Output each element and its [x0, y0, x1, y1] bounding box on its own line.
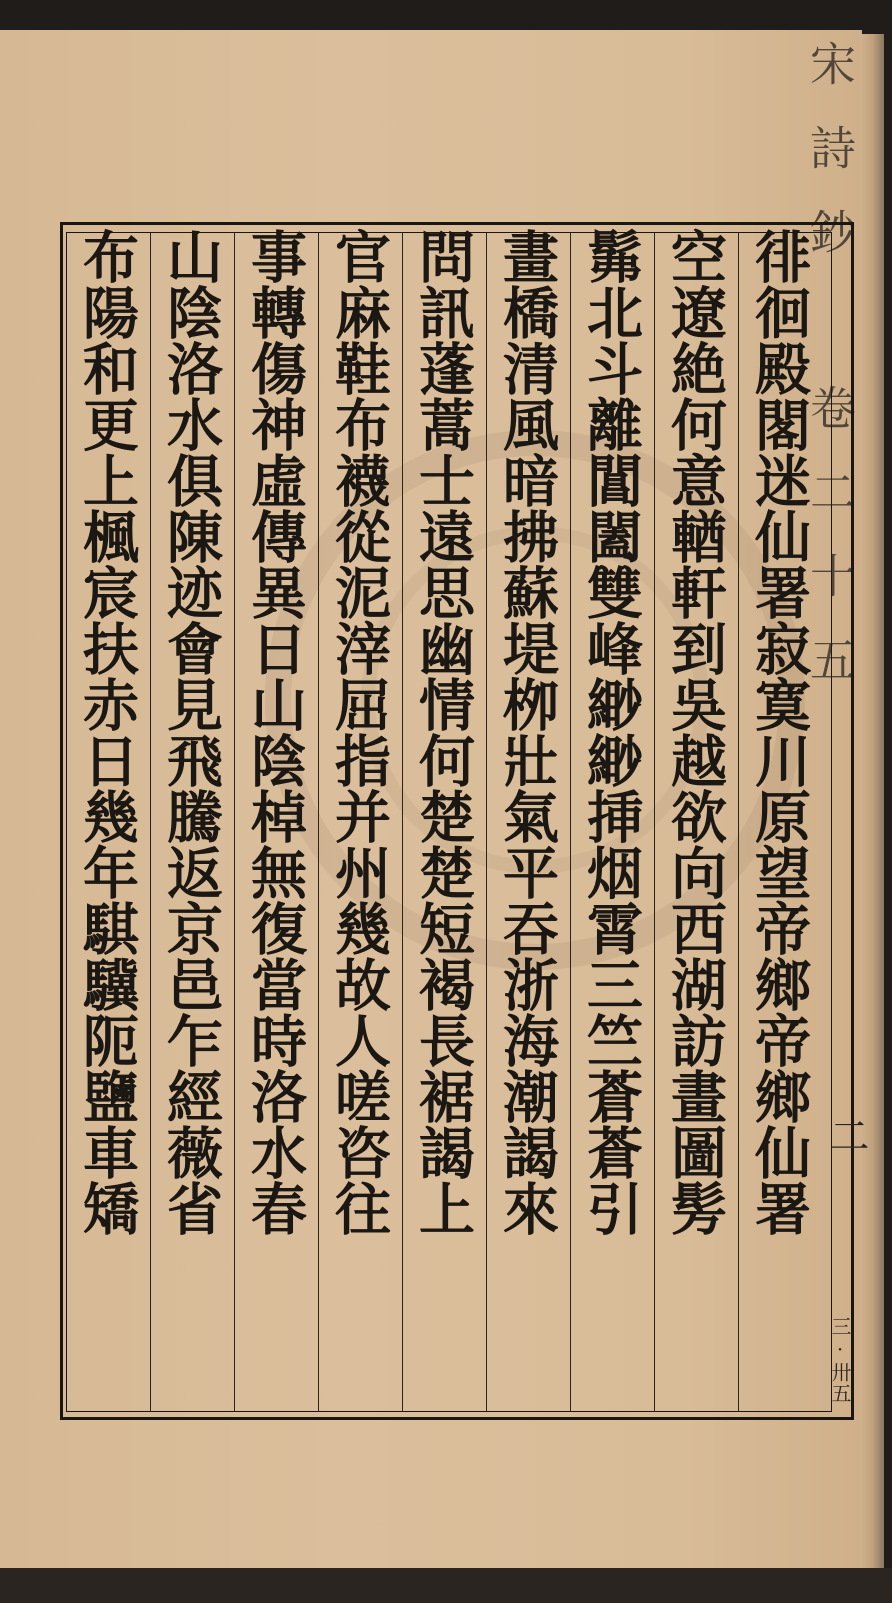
text-column: 布陽和更上楓宸扶赤日幾年騏驥阨鹽車矯	[74, 228, 140, 1236]
page-edge-stack	[862, 34, 884, 1574]
text-column: 問訊蓬蒿士遠思幽情何楚楚短褐長裾謁上	[410, 228, 476, 1236]
text-column: 髴北斗離閶闔雙峰緲緲挿烟霄三竺蒼蒼引	[578, 228, 644, 1236]
folio-number: 二	[823, 1115, 869, 1155]
leaf-number: 三·卅五	[828, 1316, 852, 1404]
text-column: 官麻鞋布襪從泥滓屈指并州幾故人嗟咨往	[326, 228, 392, 1236]
text-column: 事轉傷神虛傳異日山陰棹無復當時洛水春	[242, 228, 308, 1236]
text-column: 山陰洛水俱陳迹會見飛騰返京邑乍經薇省	[158, 228, 224, 1236]
text-column: 徘徊殿閣迷仙署寂寞川原望帝鄉帝鄉仙署	[746, 228, 812, 1236]
bottom-shadow	[0, 1568, 892, 1603]
text-column: 空遼絶何意輶軒到吳越欲向西湖訪畫圖髣	[662, 228, 728, 1236]
text-column: 畫橋清風暗拂蘇堤栁壯氣平吞浙海潮謁來	[494, 228, 560, 1236]
running-head: 宋詩鈔 卷二十五	[803, 40, 857, 720]
